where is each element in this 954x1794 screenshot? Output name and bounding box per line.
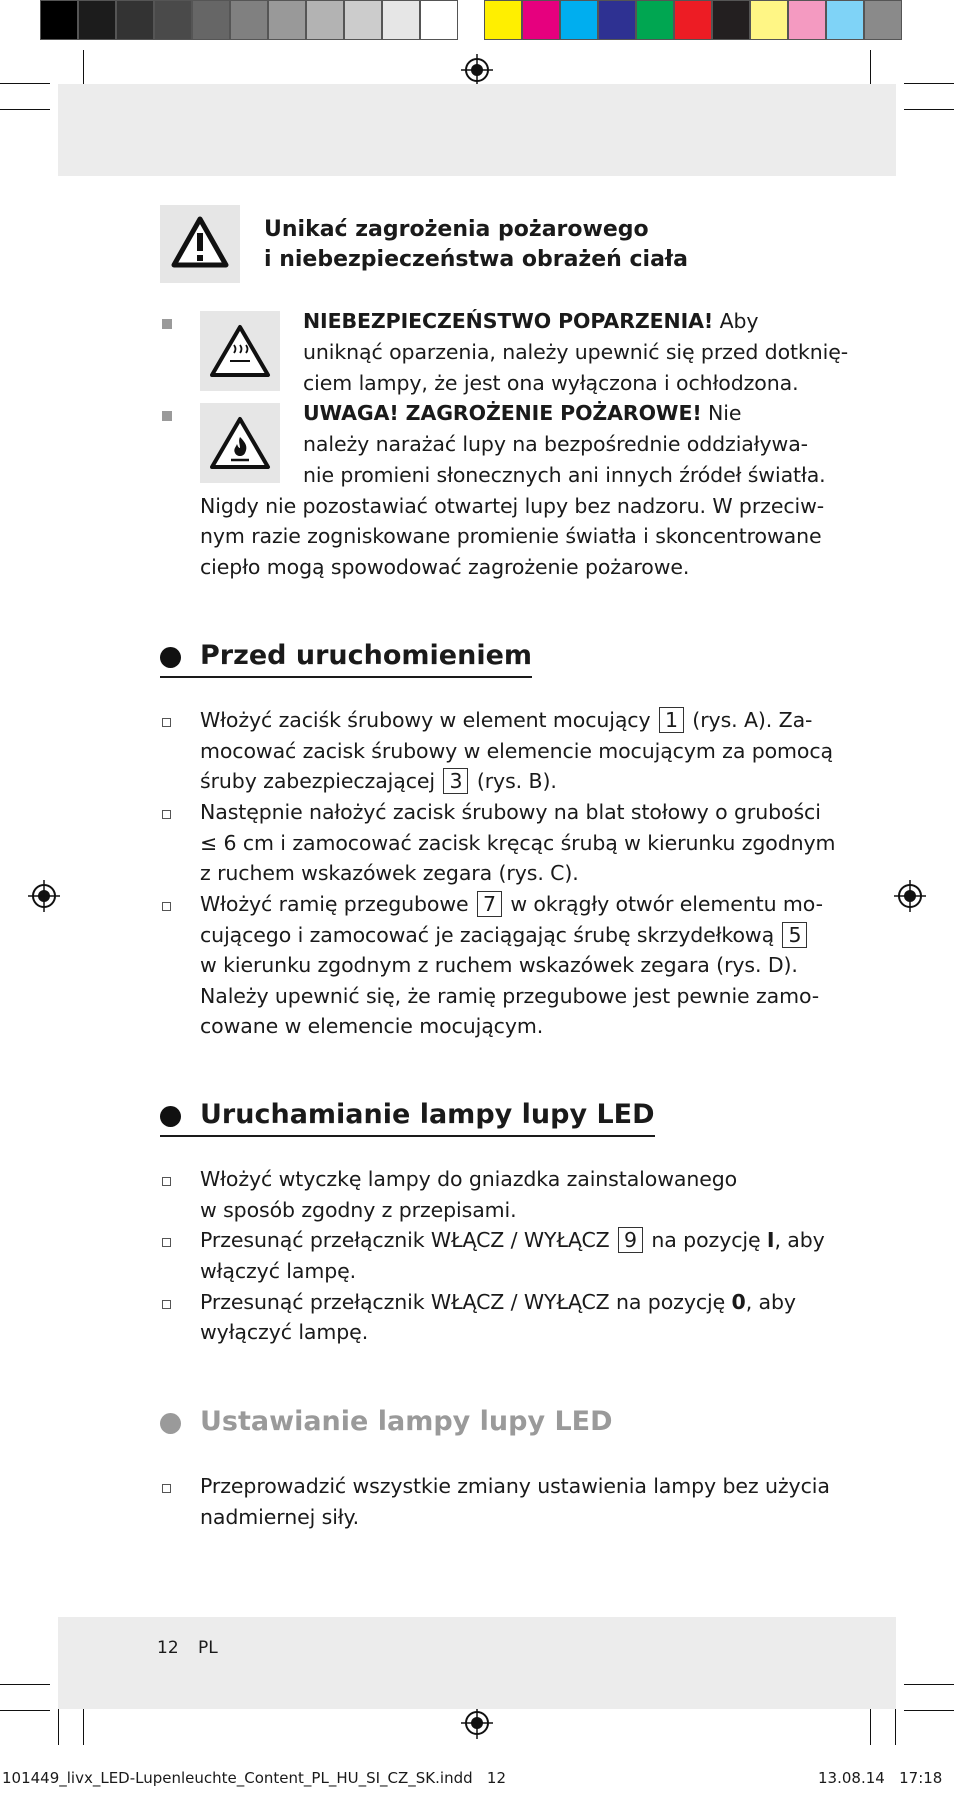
list-item-2-line3: z ruchem wskazówek zegara (rys. C). [200,861,579,885]
list-bullet [162,718,171,727]
list-item-3-line5: cowane w elemencie mocującym. [200,1014,544,1038]
crop-mark [904,1684,954,1685]
color-swatch [826,0,864,40]
start-item-2-line2: włączyć lampę. [200,1259,357,1283]
list-item-2-line1: Następnie nałożyć zacisk śrubowy na blat stołowy o grubości [200,800,821,824]
page-number: 12 [157,1638,179,1658]
crop-mark [904,109,954,110]
footer-band [58,1617,896,1709]
burn-warning-line2: uniknąć oparzenia, należy upewnić się przed dotknię- [303,340,849,364]
fire-icon-box [200,403,280,483]
list-item-1-line3: śruby zabezpieczającej 3 (rys. B). [200,769,557,793]
registration-mark-icon [461,1707,493,1739]
color-swatch [788,0,826,40]
fire-warning-line5: nym razie zogniskowane promienie światła i skoncentrowane [200,524,822,548]
burn-warning-line1 [303,306,758,337]
header-band [58,84,896,176]
warning-icon-box [160,205,240,283]
color-swatch [484,0,522,40]
heading-text: Uruchamianie lampy lupy LED [160,1097,655,1137]
process-color-bar [484,0,902,40]
color-swatch [560,0,598,40]
heading-bullet [160,1106,181,1127]
list-bullet [162,902,171,911]
bullet [162,411,172,421]
color-swatch [674,0,712,40]
list-bullet [162,810,171,819]
color-swatch [636,0,674,40]
part-reference: 9 [618,1227,643,1253]
part-reference: 7 [477,891,502,917]
adjust-item-1-line2: nadmiernej siły. [200,1505,360,1529]
list-item-2-line2: ≤ 6 cm i zamocować zacisk kręcąc śrubą w kierunku zgodnym [200,831,836,855]
section-heading-before-use [160,638,532,678]
color-swatch [598,0,636,40]
color-swatch [268,0,306,40]
start-item-1-line2: w sposób zgodny z przepisami. [200,1198,517,1222]
crop-mark [0,1710,50,1711]
color-swatch [40,0,78,40]
heading-bullet [160,647,181,668]
crop-mark [904,1710,954,1711]
crop-mark [58,1705,59,1745]
color-swatch [522,0,560,40]
bullet [162,319,172,329]
adjust-item-1-line1: Przeprowadzić wszystkie zmiany ustawienia lampy bez użycia [200,1474,830,1498]
crop-mark [0,109,50,110]
fire-warning-line1 [303,398,741,429]
color-swatch [712,0,750,40]
color-swatch [864,0,902,40]
color-swatch [344,0,382,40]
color-swatch [154,0,192,40]
fire-warning-line2: należy narażać lupy na bezpośrednie oddziaływa- [303,432,808,456]
safety-title-line2: i niebezpieczeństwa obrażeń ciała [264,247,688,272]
start-item-2-line1: Przesunąć przełącznik WŁĄCZ / WYŁĄCZ 9 na pozycję I, aby [200,1228,825,1252]
slug-filename: 101449_livx_LED-Lupenleuchte_Content_PL_HU_SI_CZ_SK.indd 12 [2,1769,507,1787]
crop-mark [870,1705,871,1745]
slug-date: 13.08.14 17:18 [818,1769,943,1787]
safety-title-line1: Unikać zagrożenia pożarowego [264,217,649,242]
section-heading-start-lamp [160,1097,655,1137]
color-swatch [192,0,230,40]
color-swatch [78,0,116,40]
part-reference: 3 [443,768,468,794]
color-swatch [230,0,268,40]
registration-mark-icon [894,880,926,912]
list-bullet [162,1177,171,1186]
crop-mark [83,1705,84,1745]
fire-warning-line4: Nigdy nie pozostawiać otwartej lupy bez nadzoru. W przeciw- [200,494,825,518]
grey-color-bar [40,0,458,40]
heading-text: Przed uruchomieniem [160,638,532,678]
list-bullet [162,1300,171,1309]
warning-triangle-icon [160,205,240,283]
burn-warning-line3: ciem lampy, że jest ona wyłączona i ochłodzona. [303,371,799,395]
list-item-3-line3: w kierunku zgodnym z ruchem wskazówek zegara (rys. D). [200,953,798,977]
language-code: PL [198,1638,218,1658]
crop-mark [895,1705,896,1745]
registration-mark-icon [461,54,493,86]
start-item-3-line1: Przesunąć przełącznik WŁĄCZ / WYŁĄCZ na pozycję 0, aby [200,1290,796,1314]
fire-warning-line3: nie promieni słonecznych ani innych źródeł światła. [303,463,826,487]
list-item-1-line1: Włożyć zaciśk śrubowy w element mocujący 1 (rys. A). Za- [200,708,813,732]
list-bullet [162,1484,171,1493]
crop-mark [0,1684,50,1685]
list-item-3-line2: cującego i zamocować je zaciągając śrubę skrzydełkową 5 [200,920,809,951]
hot-surface-icon [200,311,280,391]
fire-warning-heading: UWAGA! ZAGROŻENIE POŻAROWE! [303,401,702,425]
color-swatch [382,0,420,40]
burn-warning-text: Aby [713,309,759,333]
burn-warning-heading: NIEBEZPIECZEŃSTWO POPARZENIA! [303,309,714,333]
list-bullet [162,1238,171,1247]
heading-bullet [160,1413,181,1434]
color-swatch [306,0,344,40]
registration-mark-icon [28,880,60,912]
hot-surface-icon-box [200,311,280,391]
list-item-3-line4: Należy upewnić się, że ramię przegubowe jest pewnie zamo- [200,984,820,1008]
color-swatch [750,0,788,40]
part-reference: 1 [659,707,684,733]
list-item-1-line2: mocować zacisk śrubowy w elemencie mocującym za pomocą [200,739,834,763]
crop-mark [0,83,50,84]
color-swatch [116,0,154,40]
fire-hazard-icon [200,403,280,483]
fire-warning-text: Nie [701,401,742,425]
fire-warning-line6: ciepło mogą spowodować zagrożenie pożarowe. [200,555,690,579]
start-item-1-line1: Włożyć wtyczkę lampy do gniazdka zainstalowanego [200,1167,738,1191]
color-swatch [420,0,458,40]
start-item-3-line2: wyłączyć lampę. [200,1320,369,1344]
section-heading-adjust-lamp [160,1404,613,1442]
part-reference: 5 [782,922,807,948]
heading-text: Ustawianie lampy lupy LED [200,1406,613,1437]
crop-mark [904,83,954,84]
list-item-3-line1: Włożyć ramię przegubowe 7 w okrągły otwór elementu mo- [200,892,823,916]
